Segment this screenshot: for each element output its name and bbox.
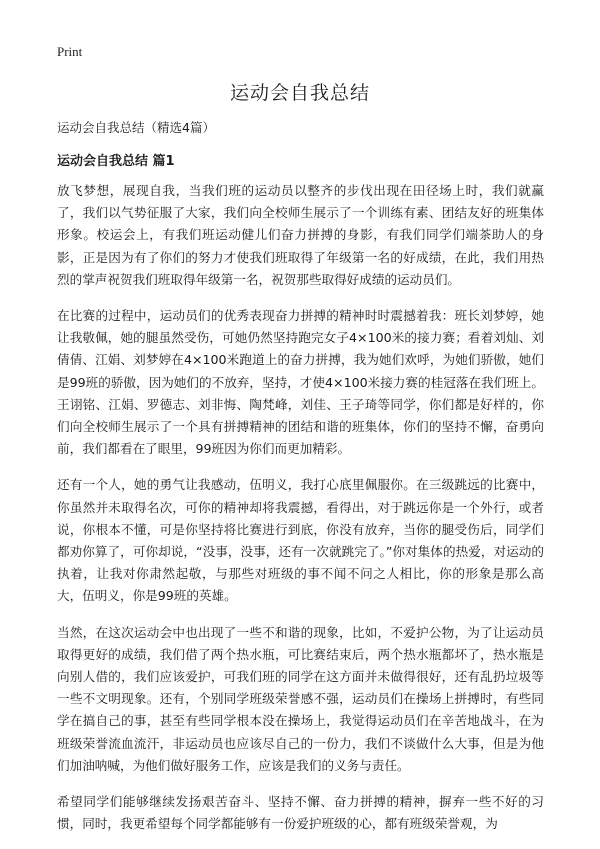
paragraph: 在比赛的过程中，运动员们的优秀表现奋力拼搏的精神时时震撼着我：班长刘梦婷，她让我敬佩，她的腿虽然受伤，可她仍然坚持跑完女子4×100米的接力赛；看着刘灿、刘倩倩、江娟、刘梦婷在4×100米跑道上的奋力拼搏，我为她们欢呼，为她们骄傲，她们是99班的骄傲，因为她们的不放弃，坚持，才使4×100米接力赛的桂冠落在我们班上。王诩铭、江娟、罗德志、刘非悔、陶梵峰，刘佳、王子琦等同学，你们都是好样的，你们向全校师生展示了一个具有拼搏精神的团结和谐的班集体，你们的坚持不懈，奋勇向前，我们都看在了眼里，99班因为你们而更加精彩。	[57, 308, 544, 457]
document-subtitle: 运动会自我总结（精选4篇）	[57, 120, 215, 135]
paragraph: 当然，在这次运动会中也出现了一些不和谐的现象，比如，不爱护公物，为了让运动员取得更好的成绩，我们借了两个热水瓶，可比赛结束后，两个热水瓶都坏了，热水瓶是向别人借的，我们应该爱护，可我们班的同学在这方面并未做得很好，还有乱扔垃圾等一些不文明现象。还有，个别同学班级荣誉感不强，运动员们在操场上拼搏时，有些同学在搞自己的事，甚至有些同学根本没在操场上，我觉得运动员们在辛苦地战斗，在为班级荣誉流血流汗，非运动员也应该尽自己的一份力，我们不谈做什么大事，但是为他们加油呐喊，为他们做好服务工作，应该是我们的义务与责任。	[57, 624, 544, 773]
article-body	[57, 180, 544, 849]
section-heading: 运动会自我总结 篇1	[57, 154, 175, 169]
print-link[interactable]: Print	[57, 44, 83, 59]
paragraph: 希望同学们能够继续发扬艰苦奋斗、坚持不懈、奋力拼搏的精神，摒弃一些不好的习惯，同时，我更希望每个同学都能够有一份爱护班级的心，都有班级荣誉观，为	[57, 794, 544, 832]
page-title: 运动会自我总结	[229, 82, 370, 104]
paragraph: 还有一个人，她的勇气让我感动，伍明义，我打心底里佩服你。在三级跳远的比赛中，你虽然并未取得名次，可你的精神却将我震撼，看得出，对于跳远你是一个外行，或者说，你根本不懂，可是你坚持将比赛进行到底，你没有放弃，当你的腿受伤后，同学们都劝你算了，可你却说，“没事，没事，还有一次就跳完了。”你对集体的热爱，对运动的执着，让我对你肃然起敬，与那些对班级的事不闻不问之人相比，你的形象是那么高大，伍明义，你是99班的英雄。	[57, 477, 544, 604]
paragraph: 放飞梦想，展现自我，当我们班的运动员以整齐的步伐出现在田径场上时，我们就赢了，我们以气势征服了大家，我们向全校师生展示了一个训练有素、团结友好的班集体形象。校运会上，有我们班运动健儿们奋力拼搏的身影，有我们同学们端茶助人的身影，正是因为有了你们的努力才使我们班取得了年级第一名的好成绩，在此，我们用热烈的掌声祝贺我们班取得年级第一名，祝贺那些取得好成绩的运动员们。	[57, 183, 544, 287]
